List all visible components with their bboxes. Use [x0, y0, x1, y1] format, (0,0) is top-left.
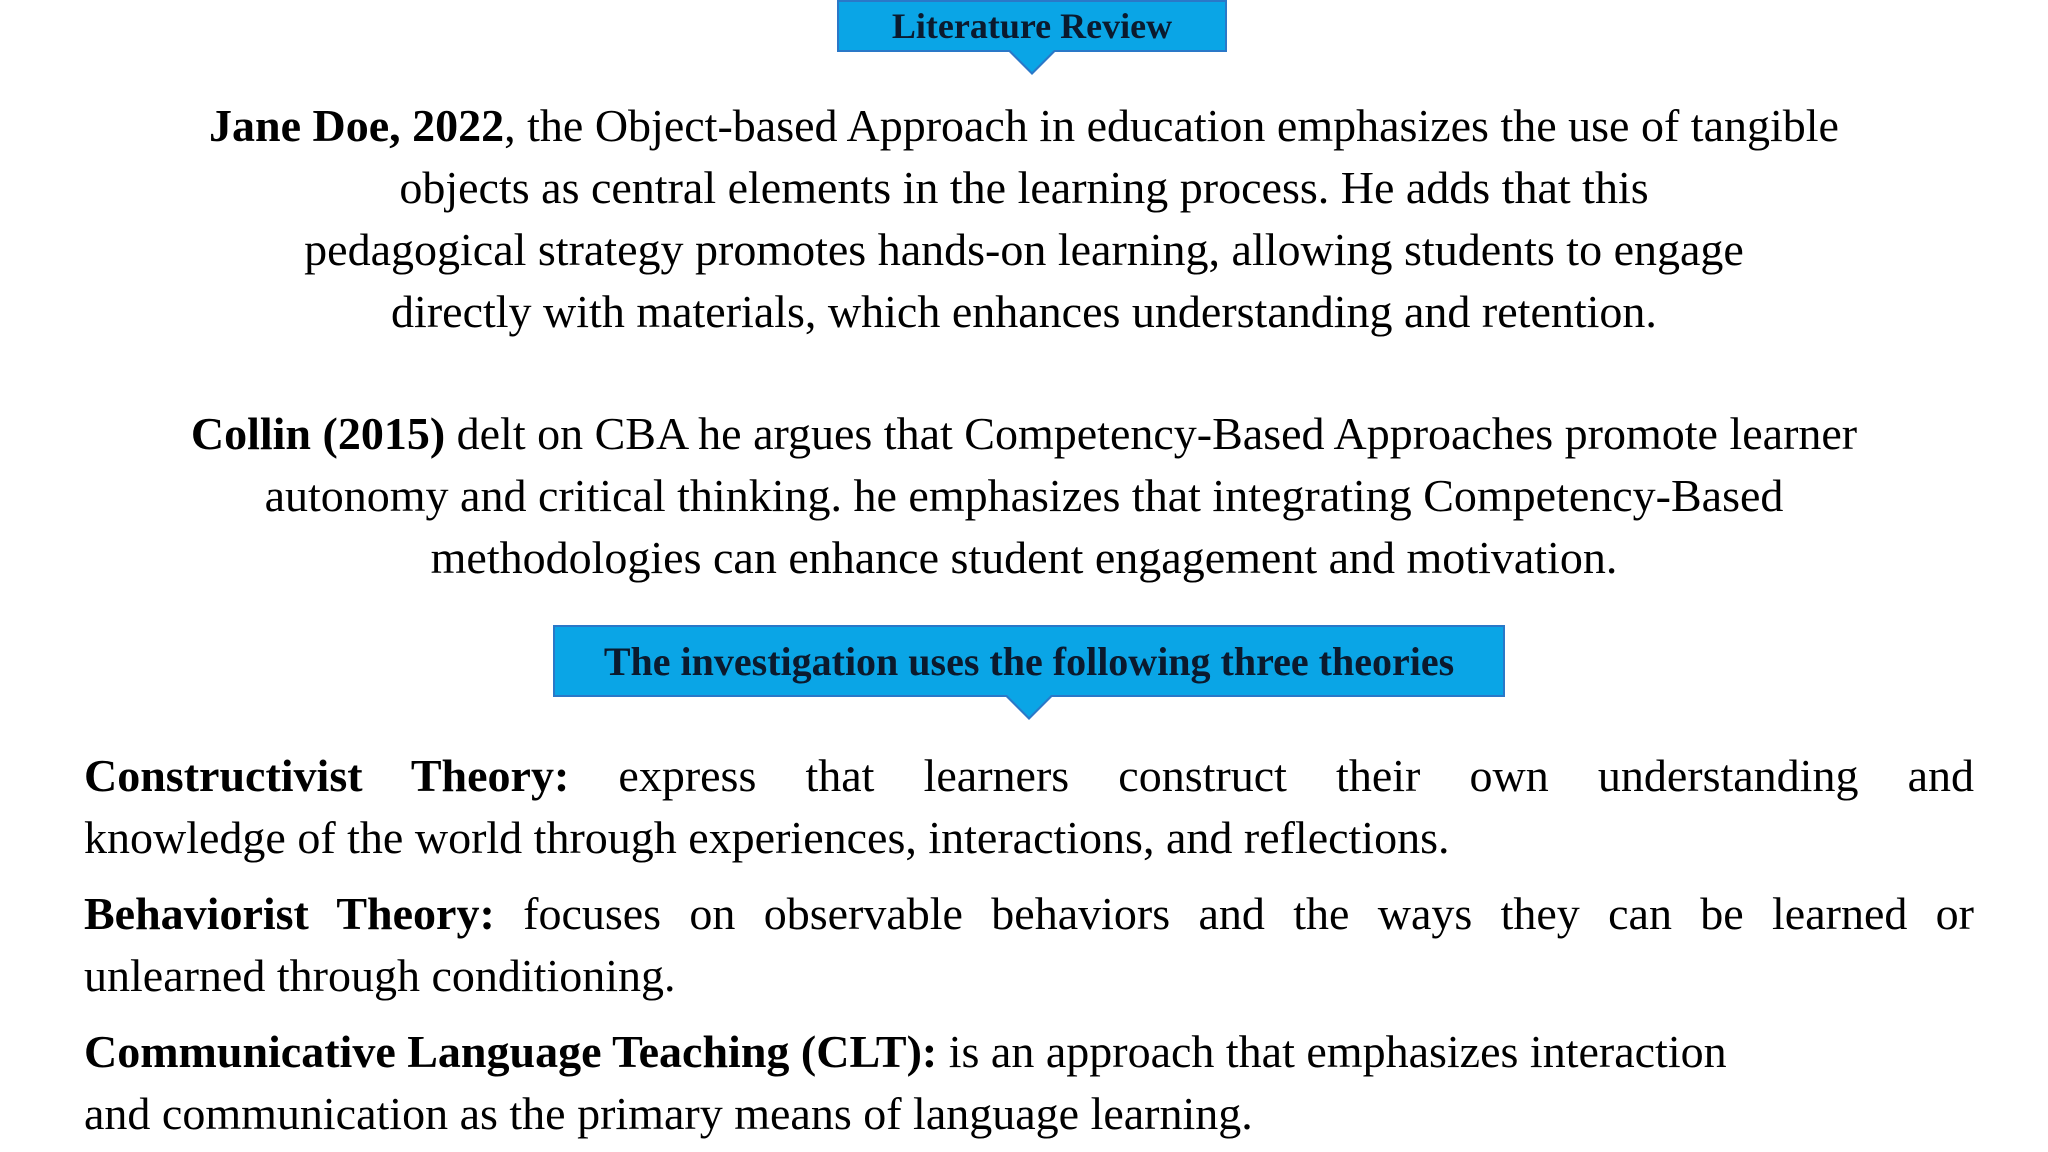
paragraph-line: methodologies can enhance student engagement and motivation. — [430, 532, 1618, 583]
paragraph-text: delt on CBA he argues that Competency-Based Approaches promote learner — [445, 408, 1858, 459]
theory-line: and communication as the primary means of language learning. — [84, 1088, 1253, 1139]
paragraph-line: directly with materials, which enhances understanding and retention. — [391, 286, 1657, 337]
behaviorist-theory — [84, 883, 1974, 1007]
paragraph-line — [60, 95, 1988, 157]
theory-line: unlearned through conditioning. — [84, 950, 676, 1001]
jane-doe-paragraph — [60, 95, 1988, 343]
constructivist-theory — [84, 745, 1974, 869]
theory-text: express that learners construct their own understanding and — [569, 750, 1974, 801]
literature-review-callout — [837, 0, 1227, 52]
literature-review-label: Literature Review — [891, 6, 1173, 46]
citation-author: Collin (2015) — [190, 408, 446, 459]
down-arrow-icon — [1010, 50, 1054, 72]
theory-name: Behaviorist Theory: — [84, 888, 495, 939]
paragraph-text: , the Object-based Approach in education emphasizes the use of tangible — [504, 100, 1839, 151]
theory-name: Communicative Language Teaching (CLT): — [84, 1026, 938, 1077]
down-arrow-icon — [1007, 695, 1051, 717]
paragraph-line: objects as central elements in the learning process. He adds that this — [399, 162, 1649, 213]
clt-theory — [84, 1021, 1974, 1145]
theory-name: Constructivist Theory: — [84, 750, 570, 801]
three-theories-label: The investigation uses the following three theories — [603, 638, 1455, 684]
theory-text: is an approach that emphasizes interaction — [937, 1026, 1727, 1077]
theory-line — [84, 883, 1974, 945]
paragraph-line: autonomy and critical thinking. he emphasizes that integrating Competency-Based — [264, 470, 1784, 521]
theory-line: knowledge of the world through experiences, interactions, and reflections. — [84, 812, 1450, 863]
paragraph-line: pedagogical strategy promotes hands-on learning, allowing students to engage — [304, 224, 1744, 275]
theory-line — [84, 1021, 1974, 1083]
theory-line — [84, 745, 1974, 807]
three-theories-callout — [553, 625, 1505, 697]
theory-text: focuses on observable behaviors and the ways they can be learned or — [494, 888, 1974, 939]
citation-author: Jane Doe, 2022 — [209, 100, 505, 151]
paragraph-line — [60, 403, 1988, 465]
collin-paragraph — [60, 403, 1988, 589]
